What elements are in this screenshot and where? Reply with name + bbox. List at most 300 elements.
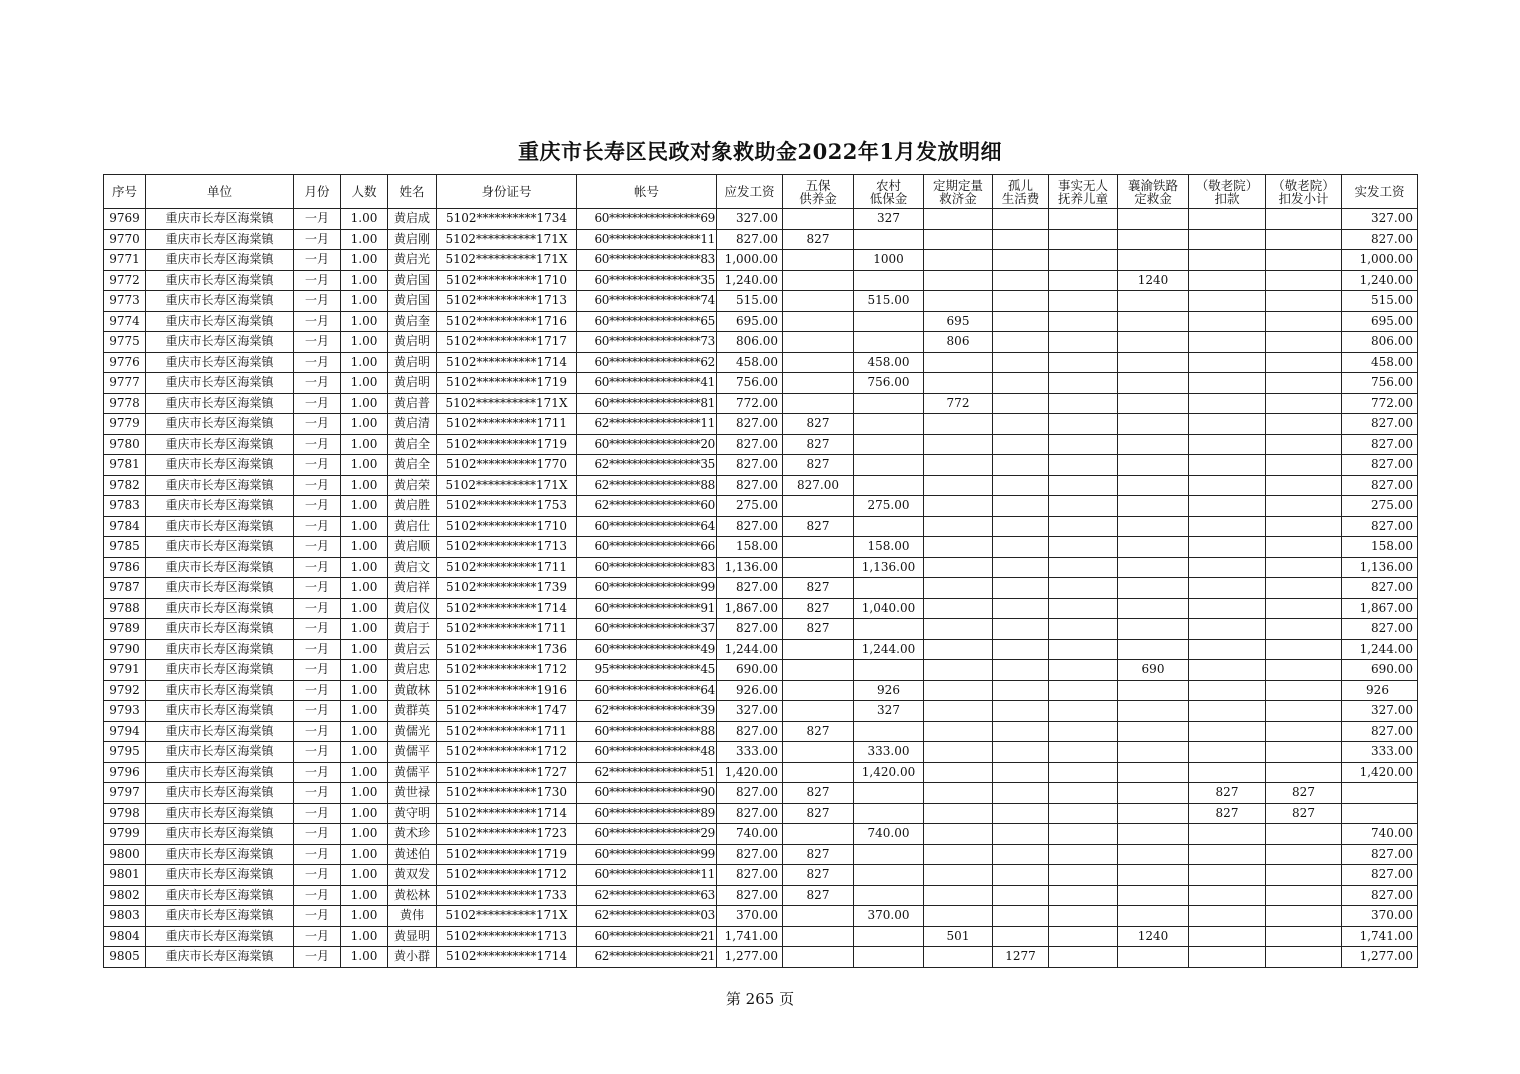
table-cell: 1.00 — [341, 660, 388, 681]
table-cell: 60****************69 — [577, 209, 717, 230]
table-cell: 5102**********1713 — [437, 291, 577, 312]
table-cell: 1,277.00 — [717, 947, 783, 968]
table-cell: 9789 — [104, 619, 146, 640]
table-cell — [1189, 516, 1266, 537]
table-cell — [1266, 557, 1342, 578]
table-cell — [783, 639, 854, 660]
table-cell — [924, 701, 993, 722]
table-cell: 327.00 — [1342, 701, 1418, 722]
table-cell — [1189, 926, 1266, 947]
table-cell: 827.00 — [1342, 721, 1418, 742]
table-cell: 1.00 — [341, 311, 388, 332]
table-cell: 60****************21 — [577, 926, 717, 947]
table-cell: 重庆市长寿区海棠镇 — [146, 209, 294, 230]
table-cell: 1,244.00 — [717, 639, 783, 660]
table-cell: 827.00 — [717, 619, 783, 640]
table-cell: 695.00 — [717, 311, 783, 332]
table-cell: 740.00 — [717, 824, 783, 845]
table-row — [104, 209, 1418, 230]
table-cell: 5102**********1719 — [437, 844, 577, 865]
table-cell: 9784 — [104, 516, 146, 537]
table-cell — [1118, 332, 1189, 353]
table-cell: 一月 — [294, 926, 341, 947]
table-cell — [1266, 906, 1342, 927]
table-cell: 9769 — [104, 209, 146, 230]
table-cell — [783, 250, 854, 271]
table-cell: 370.00 — [1342, 906, 1418, 927]
table-cell: 重庆市长寿区海棠镇 — [146, 578, 294, 599]
table-cell — [993, 865, 1049, 886]
table-cell: 黄启清 — [388, 414, 437, 435]
table-cell — [1118, 250, 1189, 271]
table-cell: 重庆市长寿区海棠镇 — [146, 742, 294, 763]
table-cell — [1118, 414, 1189, 435]
table-cell — [1189, 865, 1266, 886]
table-cell — [1266, 393, 1342, 414]
table-cell: 827 — [783, 414, 854, 435]
table-cell: 827.00 — [717, 885, 783, 906]
table-cell: 60****************81 — [577, 393, 717, 414]
table-cell — [1049, 496, 1118, 517]
table-cell: 60****************41 — [577, 373, 717, 394]
table-cell: 5102**********1723 — [437, 824, 577, 845]
table-cell — [1189, 742, 1266, 763]
table-cell — [924, 209, 993, 230]
table-cell: 1,867.00 — [1342, 598, 1418, 619]
table-cell: 827 — [783, 434, 854, 455]
table-cell: 1,420.00 — [717, 762, 783, 783]
table-cell — [1049, 475, 1118, 496]
table-cell: 327.00 — [717, 701, 783, 722]
table-cell — [854, 885, 924, 906]
table-cell: 9790 — [104, 639, 146, 660]
table-cell — [1118, 803, 1189, 824]
table-cell — [1049, 270, 1118, 291]
table-cell: 1.00 — [341, 496, 388, 517]
table-cell: 827.00 — [717, 783, 783, 804]
table-cell: 一月 — [294, 291, 341, 312]
table-cell: 1.00 — [341, 762, 388, 783]
table-row — [104, 762, 1418, 783]
table-cell — [1049, 229, 1118, 250]
table-row — [104, 537, 1418, 558]
table-cell — [1049, 557, 1118, 578]
table-cell: 9799 — [104, 824, 146, 845]
table-cell — [1118, 783, 1189, 804]
table-cell: 一月 — [294, 332, 341, 353]
table-cell — [1266, 680, 1342, 701]
table-cell: 5102**********1736 — [437, 639, 577, 660]
table-cell — [854, 229, 924, 250]
table-cell: 5102**********1734 — [437, 209, 577, 230]
table-cell — [1266, 762, 1342, 783]
table-cell — [1189, 373, 1266, 394]
table-cell: 756.00 — [854, 373, 924, 394]
table-cell: 1,420.00 — [1342, 762, 1418, 783]
table-cell — [1118, 393, 1189, 414]
table-row — [104, 250, 1418, 271]
table-cell: 1,867.00 — [717, 598, 783, 619]
table-cell — [1049, 680, 1118, 701]
table-cell — [1266, 844, 1342, 865]
table-cell: 重庆市长寿区海棠镇 — [146, 270, 294, 291]
table-cell — [1189, 947, 1266, 968]
table-cell: 5102**********1712 — [437, 660, 577, 681]
table-cell: 黄守明 — [388, 803, 437, 824]
table-cell — [1266, 229, 1342, 250]
table-cell — [993, 332, 1049, 353]
table-cell: 5102**********1713 — [437, 926, 577, 947]
column-header: 定期定量 救济金 — [924, 175, 993, 209]
table-cell: 5102**********1714 — [437, 598, 577, 619]
table-cell: 60****************20 — [577, 434, 717, 455]
table-cell: 275.00 — [1342, 496, 1418, 517]
table-row — [104, 455, 1418, 476]
table-cell — [1189, 557, 1266, 578]
table-cell — [854, 619, 924, 640]
table-cell: 黄启荣 — [388, 475, 437, 496]
table-cell: 772.00 — [717, 393, 783, 414]
table-cell — [924, 906, 993, 927]
table-cell: 1,277.00 — [1342, 947, 1418, 968]
table-cell — [993, 291, 1049, 312]
table-row — [104, 844, 1418, 865]
table-row — [104, 824, 1418, 845]
table-cell: 5102**********1714 — [437, 803, 577, 824]
table-cell: 重庆市长寿区海棠镇 — [146, 332, 294, 353]
table-cell: 827 — [1266, 803, 1342, 824]
table-cell — [1049, 619, 1118, 640]
table-cell: 1,040.00 — [854, 598, 924, 619]
table-cell: 827.00 — [1342, 455, 1418, 476]
table-cell: 1.00 — [341, 844, 388, 865]
table-cell: 1.00 — [341, 537, 388, 558]
table-cell: 1,741.00 — [1342, 926, 1418, 947]
table-cell — [1189, 906, 1266, 927]
table-cell: 827.00 — [1342, 865, 1418, 886]
table-row — [104, 475, 1418, 496]
table-cell — [1189, 680, 1266, 701]
table-cell — [993, 434, 1049, 455]
table-cell: 740.00 — [1342, 824, 1418, 845]
table-cell: 9803 — [104, 906, 146, 927]
table-cell: 5102**********1710 — [437, 270, 577, 291]
table-cell — [1266, 885, 1342, 906]
table-cell: 黄启全 — [388, 434, 437, 455]
table-cell: 一月 — [294, 475, 341, 496]
table-cell: 9776 — [104, 352, 146, 373]
table-cell: 1.00 — [341, 865, 388, 886]
table-cell: 黄述伯 — [388, 844, 437, 865]
table-cell — [924, 455, 993, 476]
table-cell: 9780 — [104, 434, 146, 455]
table-cell: 5102**********1717 — [437, 332, 577, 353]
table-cell — [1189, 229, 1266, 250]
table-cell: 一月 — [294, 783, 341, 804]
table-cell: 333.00 — [1342, 742, 1418, 763]
table-cell: 695.00 — [1342, 311, 1418, 332]
table-cell: 60****************90 — [577, 783, 717, 804]
table-cell: 60****************11 — [577, 865, 717, 886]
table-cell — [993, 906, 1049, 927]
table-cell: 一月 — [294, 373, 341, 394]
table-row — [104, 926, 1418, 947]
table-cell: 一月 — [294, 906, 341, 927]
table-cell: 一月 — [294, 947, 341, 968]
table-cell: 827.00 — [1342, 844, 1418, 865]
column-header: 单位 — [146, 175, 294, 209]
table-cell: 9770 — [104, 229, 146, 250]
table-cell: 一月 — [294, 619, 341, 640]
table-cell: 1.00 — [341, 373, 388, 394]
table-cell: 一月 — [294, 537, 341, 558]
table-cell — [1049, 660, 1118, 681]
table-cell — [1049, 906, 1118, 927]
table-cell: 5102**********1916 — [437, 680, 577, 701]
table-cell — [1049, 926, 1118, 947]
table-cell: 1.00 — [341, 516, 388, 537]
table-cell — [924, 865, 993, 886]
table-cell — [924, 352, 993, 373]
table-cell: 黄世禄 — [388, 783, 437, 804]
table-cell: 5102**********1714 — [437, 947, 577, 968]
table-cell: 一月 — [294, 865, 341, 886]
table-cell — [1189, 762, 1266, 783]
table-cell: 827.00 — [1342, 578, 1418, 599]
table-cell: 重庆市长寿区海棠镇 — [146, 373, 294, 394]
table-cell: 黄启成 — [388, 209, 437, 230]
table-cell: 重庆市长寿区海棠镇 — [146, 926, 294, 947]
table-cell — [924, 557, 993, 578]
table-cell: 一月 — [294, 352, 341, 373]
table-cell: 9772 — [104, 270, 146, 291]
table-cell — [1118, 701, 1189, 722]
table-row — [104, 680, 1418, 701]
table-cell: 5102**********1711 — [437, 557, 577, 578]
table-row — [104, 414, 1418, 435]
table-cell — [1266, 434, 1342, 455]
table-cell: 458.00 — [1342, 352, 1418, 373]
table-cell: 1.00 — [341, 783, 388, 804]
table-cell — [1118, 455, 1189, 476]
table-cell: 重庆市长寿区海棠镇 — [146, 721, 294, 742]
table-cell — [993, 270, 1049, 291]
table-cell: 一月 — [294, 229, 341, 250]
table-cell: 黄术珍 — [388, 824, 437, 845]
table-cell: 黄启明 — [388, 352, 437, 373]
table-cell: 827.00 — [717, 475, 783, 496]
table-cell: 60****************83 — [577, 250, 717, 271]
table-cell: 黄显明 — [388, 926, 437, 947]
table-cell: 1,240.00 — [1342, 270, 1418, 291]
table-cell: 重庆市长寿区海棠镇 — [146, 598, 294, 619]
table-cell — [1049, 352, 1118, 373]
table-cell: 1,000.00 — [717, 250, 783, 271]
table-cell: 重庆市长寿区海棠镇 — [146, 844, 294, 865]
table-cell: 827 — [783, 783, 854, 804]
table-cell — [993, 619, 1049, 640]
table-cell — [1189, 824, 1266, 845]
table-cell — [993, 701, 1049, 722]
table-cell — [1049, 332, 1118, 353]
table-cell: 1.00 — [341, 578, 388, 599]
table-cell: 62****************21 — [577, 947, 717, 968]
table-cell — [783, 742, 854, 763]
column-header: 襄渝铁路 定救金 — [1118, 175, 1189, 209]
table-cell: 一月 — [294, 270, 341, 291]
table-cell — [1049, 639, 1118, 660]
table-cell — [924, 824, 993, 845]
table-cell: 60****************35 — [577, 270, 717, 291]
table-cell: 一月 — [294, 824, 341, 845]
table-cell: 9796 — [104, 762, 146, 783]
table-cell: 黄启仕 — [388, 516, 437, 537]
table-cell: 一月 — [294, 660, 341, 681]
table-cell: 9787 — [104, 578, 146, 599]
table-row — [104, 906, 1418, 927]
table-cell: 5102**********1712 — [437, 742, 577, 763]
table-cell: 327.00 — [1342, 209, 1418, 230]
table-cell — [1118, 557, 1189, 578]
table-cell: 1,420.00 — [854, 762, 924, 783]
table-cell — [1189, 885, 1266, 906]
table-cell — [1049, 762, 1118, 783]
table-cell — [1118, 619, 1189, 640]
column-header: （敬老院） 扣发小计 — [1266, 175, 1342, 209]
table-row — [104, 578, 1418, 599]
table-cell: 772.00 — [1342, 393, 1418, 414]
table-cell — [924, 844, 993, 865]
table-cell: 5102**********1711 — [437, 619, 577, 640]
table-cell — [1266, 639, 1342, 660]
table-cell — [783, 660, 854, 681]
table-cell: 9785 — [104, 537, 146, 558]
table-cell — [1049, 783, 1118, 804]
table-cell: 827 — [783, 844, 854, 865]
table-cell: 黄小群 — [388, 947, 437, 968]
table-cell: 5102**********1711 — [437, 414, 577, 435]
table-cell: 370.00 — [717, 906, 783, 927]
table-cell: 一月 — [294, 721, 341, 742]
table-cell: 9782 — [104, 475, 146, 496]
column-header: 孤儿 生活费 — [993, 175, 1049, 209]
table-cell: 1.00 — [341, 332, 388, 353]
table-cell — [1266, 496, 1342, 517]
table-cell — [1189, 434, 1266, 455]
table-cell: 827.00 — [717, 516, 783, 537]
table-cell — [854, 803, 924, 824]
table-cell — [924, 250, 993, 271]
table-cell: 1,136.00 — [1342, 557, 1418, 578]
table-cell — [993, 660, 1049, 681]
table-cell: 5102**********1727 — [437, 762, 577, 783]
table-cell: 1.00 — [341, 270, 388, 291]
table-cell: 9786 — [104, 557, 146, 578]
table-cell: 827.00 — [717, 803, 783, 824]
table-cell: 1.00 — [341, 414, 388, 435]
table-cell: 60****************49 — [577, 639, 717, 660]
table-cell: 一月 — [294, 762, 341, 783]
table-cell: 重庆市长寿区海棠镇 — [146, 229, 294, 250]
table-cell — [924, 721, 993, 742]
table-cell: 黄启胜 — [388, 496, 437, 517]
table-cell — [1118, 906, 1189, 927]
table-cell — [993, 229, 1049, 250]
table-cell — [993, 393, 1049, 414]
table-cell — [1049, 742, 1118, 763]
table-cell: 黄启普 — [388, 393, 437, 414]
table-cell — [783, 701, 854, 722]
table-cell — [783, 906, 854, 927]
table-cell: 重庆市长寿区海棠镇 — [146, 660, 294, 681]
table-cell: 5102**********1719 — [437, 373, 577, 394]
table-cell: 1.00 — [341, 701, 388, 722]
table-cell: 1240 — [1118, 270, 1189, 291]
column-header: 实发工资 — [1342, 175, 1418, 209]
table-cell: 一月 — [294, 803, 341, 824]
table-cell — [993, 250, 1049, 271]
table-cell: 60****************48 — [577, 742, 717, 763]
table-cell: 827.00 — [1342, 516, 1418, 537]
table-cell: 275.00 — [854, 496, 924, 517]
table-cell — [1049, 947, 1118, 968]
table-cell — [993, 414, 1049, 435]
table-cell: 一月 — [294, 311, 341, 332]
table-cell: 9781 — [104, 455, 146, 476]
table-cell — [993, 844, 1049, 865]
table-cell — [924, 496, 993, 517]
table-cell — [1118, 824, 1189, 845]
table-row — [104, 557, 1418, 578]
table-cell — [1189, 393, 1266, 414]
table-cell — [783, 291, 854, 312]
table-cell — [924, 619, 993, 640]
table-cell: 60****************89 — [577, 803, 717, 824]
table-cell — [924, 742, 993, 763]
table-cell: 827.00 — [717, 455, 783, 476]
table-cell: 黄启仪 — [388, 598, 437, 619]
table-cell: 9774 — [104, 311, 146, 332]
table-cell: 重庆市长寿区海棠镇 — [146, 701, 294, 722]
table-cell — [783, 537, 854, 558]
table-cell: 690 — [1118, 660, 1189, 681]
table-cell: 5102**********171X — [437, 475, 577, 496]
column-header: 事实无人 抚养儿童 — [1049, 175, 1118, 209]
table-cell — [1118, 865, 1189, 886]
table-cell: 重庆市长寿区海棠镇 — [146, 455, 294, 476]
table-row — [104, 803, 1418, 824]
table-cell: 1.00 — [341, 803, 388, 824]
table-cell — [993, 578, 1049, 599]
column-header: 姓名 — [388, 175, 437, 209]
table-cell: 9773 — [104, 291, 146, 312]
table-cell: 158.00 — [1342, 537, 1418, 558]
table-cell: 重庆市长寿区海棠镇 — [146, 516, 294, 537]
table-cell — [1266, 250, 1342, 271]
table-cell: 95****************45 — [577, 660, 717, 681]
table-cell — [1189, 844, 1266, 865]
table-cell: 827 — [783, 455, 854, 476]
table-header-row — [104, 175, 1418, 209]
table-cell — [924, 598, 993, 619]
table-cell: 60****************83 — [577, 557, 717, 578]
table-cell: 1.00 — [341, 209, 388, 230]
table-cell — [1049, 373, 1118, 394]
table-cell — [783, 270, 854, 291]
table-cell: 327.00 — [717, 209, 783, 230]
table-row — [104, 373, 1418, 394]
table-cell: 5102**********1712 — [437, 865, 577, 886]
